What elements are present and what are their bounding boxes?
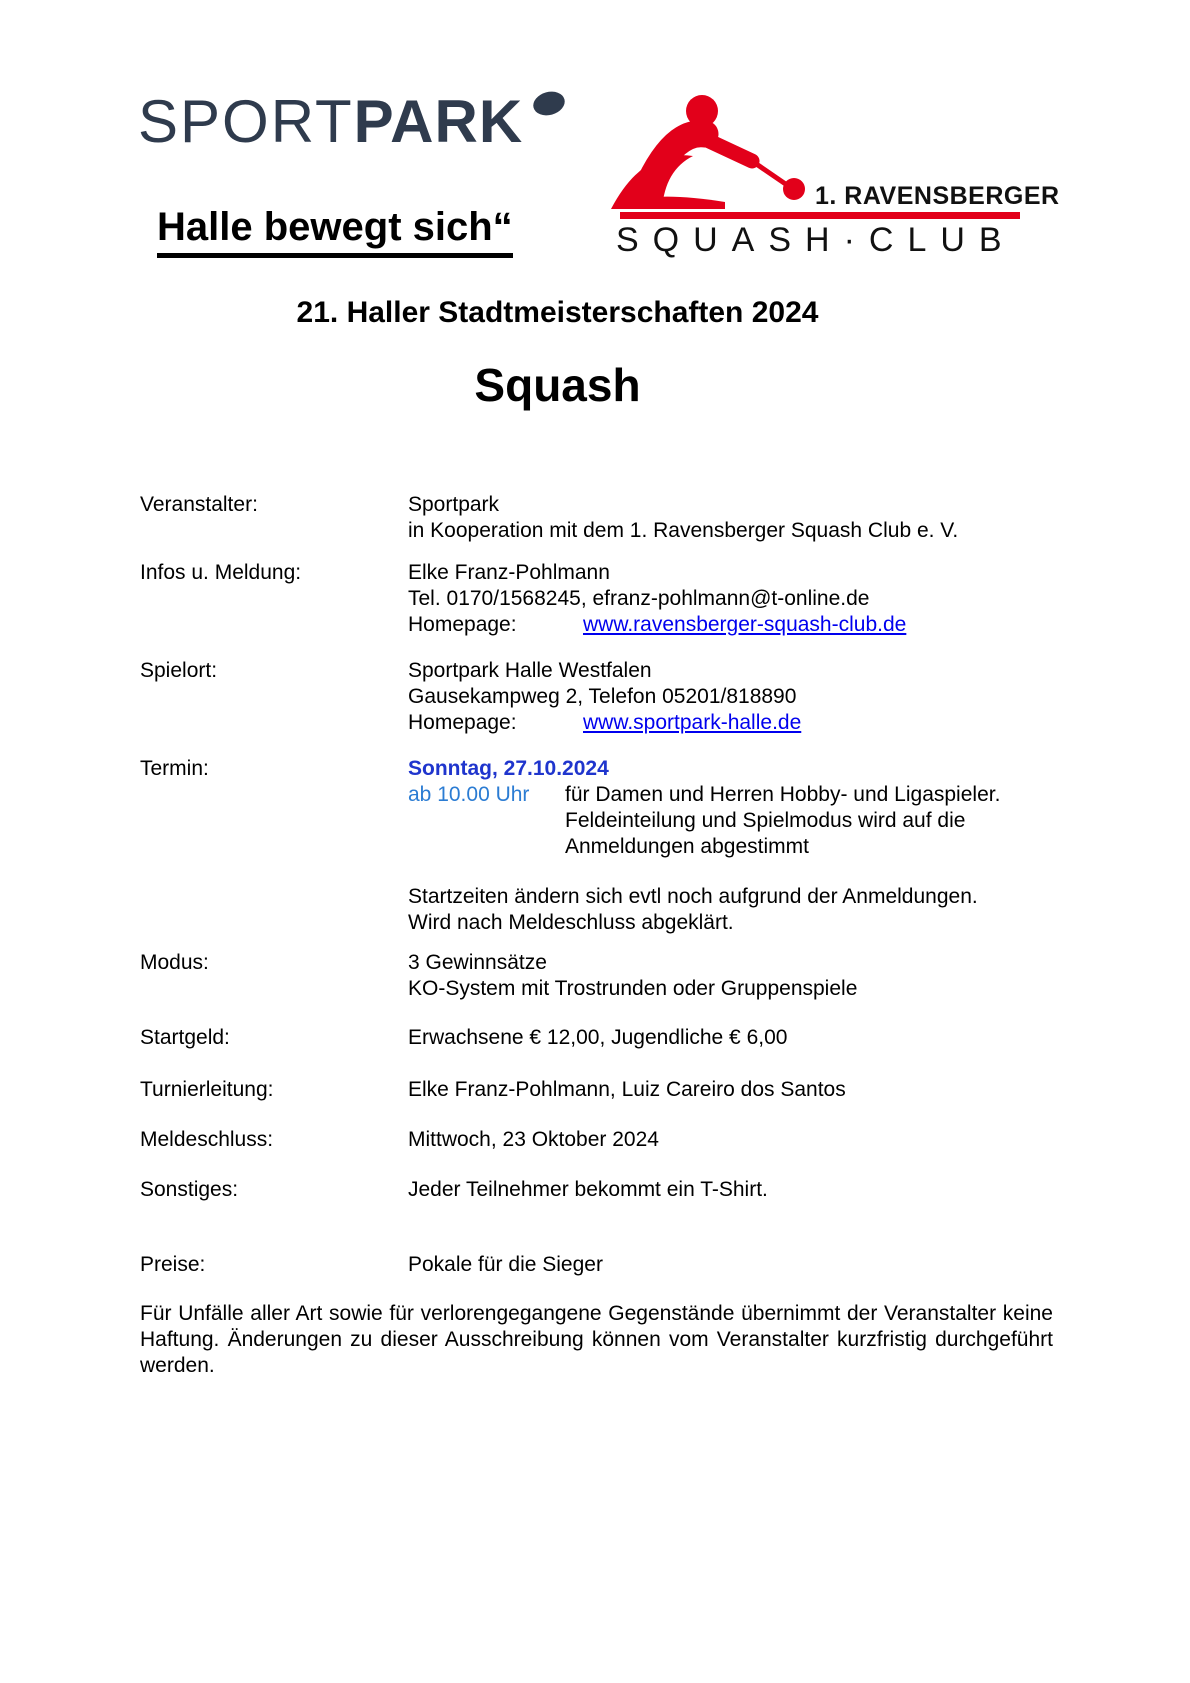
row-line	[408, 1077, 1052, 1103]
slogan: Halle bewegt sich“	[157, 204, 513, 258]
row-label: Veranstalter:	[140, 493, 258, 516]
text-segment: Jeder Teilnehmer bekommt ein T-Shirt.	[408, 1178, 768, 1201]
row-value	[408, 560, 1052, 638]
row-startgeld	[140, 1025, 1052, 1051]
row-veranstalter	[140, 492, 1052, 544]
row-line	[408, 1252, 1052, 1278]
text-segment: Erwachsene € 12,00, Jugendliche € 6,00	[408, 1026, 788, 1049]
row-value	[408, 1077, 1052, 1103]
text-segment: ab 10.00 Uhr	[408, 783, 530, 806]
row-value	[408, 492, 1052, 544]
text-segment: Sportpark Halle Westfalen	[408, 659, 652, 682]
text-segment: Mittwoch, 23 Oktober 2024	[408, 1128, 659, 1151]
row-label: Turnierleitung:	[140, 1078, 274, 1101]
row-line	[408, 910, 1052, 936]
row-line	[408, 658, 1052, 684]
row-line	[408, 756, 1052, 782]
text-segment: Feldeinteilung und Spielmodus wird auf die	[565, 809, 966, 832]
row-line	[408, 560, 1052, 586]
row-line	[408, 586, 1052, 612]
row-label: Modus:	[140, 951, 209, 974]
row-value	[408, 1252, 1052, 1278]
row-label: Meldeschluss:	[140, 1128, 274, 1151]
row-label: Sonstiges:	[140, 1178, 239, 1201]
text-segment: Tel. 0170/1568245, efranz-pohlmann@t-online.de	[408, 587, 870, 610]
row-label: Termin:	[140, 757, 209, 780]
row-line	[408, 612, 1052, 638]
homepage-link[interactable]: www.sportpark-halle.de	[583, 711, 802, 734]
row-label: Infos u. Meldung:	[140, 561, 302, 584]
row-preise	[140, 1252, 1052, 1278]
row-sonstiges	[140, 1177, 1052, 1203]
row-line	[408, 1127, 1052, 1153]
row-line	[408, 782, 1052, 808]
text-segment: Elke Franz-Pohlmann	[408, 561, 610, 584]
row-label: Preise:	[140, 1253, 206, 1276]
sportpark-logo	[138, 88, 524, 155]
text-segment: Anmeldungen abgestimmt	[565, 835, 809, 858]
text-segment: Sportpark	[408, 493, 500, 516]
row-termin	[140, 756, 1052, 936]
row-line	[408, 860, 1052, 884]
text-segment: in Kooperation mit dem 1. Ravensberger Squash Club e. V.	[408, 519, 959, 542]
row-line	[408, 834, 1052, 860]
row-line	[408, 684, 1052, 710]
sportpark-logo-bold-word: PARK	[353, 88, 524, 155]
row-line	[408, 808, 1052, 834]
sportpark-logo-light-word: SPORT	[138, 88, 354, 155]
row-infos	[140, 560, 1052, 638]
row-line	[408, 710, 1052, 736]
row-line	[408, 518, 1052, 544]
club-name-top: 1. RAVENSBERGER	[815, 182, 1060, 210]
info-rows	[140, 492, 1052, 1278]
text-segment: Homepage:	[408, 613, 517, 636]
row-line	[408, 950, 1052, 976]
club-red-bar	[620, 212, 1020, 219]
text-segment: für Damen und Herren Hobby- und Ligaspieler.	[565, 783, 1001, 806]
text-segment: Gausekampweg 2, Telefon 05201/818890	[408, 685, 797, 708]
text-segment: Wird nach Meldeschluss abgeklärt.	[408, 911, 734, 934]
row-modus	[140, 950, 1052, 1002]
row-meldeschluss	[140, 1127, 1052, 1153]
row-line	[408, 492, 1052, 518]
squash-player-icon	[605, 90, 820, 212]
row-value	[408, 658, 1052, 736]
row-value	[408, 1025, 1052, 1051]
row-line	[408, 976, 1052, 1002]
sportpark-dot-icon	[531, 88, 568, 118]
row-line	[408, 1025, 1052, 1051]
row-value	[408, 1177, 1052, 1203]
row-line	[408, 884, 1052, 910]
row-value	[408, 1127, 1052, 1153]
row-value	[408, 756, 1052, 936]
text-segment: Pokale für die Sieger	[408, 1253, 603, 1276]
disclaimer: Für Unfälle aller Art sowie für verlorengegangene Gegenstände übernimmt der Veranstalter keine Haftung. Änderungen zu dieser Ausschreibung können vom Veranstalter kurzfristig durchgeführt werden.	[140, 1302, 1053, 1377]
text-segment: Homepage:	[408, 711, 517, 734]
text-segment: Elke Franz-Pohlmann, Luiz Careiro dos Santos	[408, 1078, 846, 1101]
text-segment: KO-System mit Trostrunden oder Gruppenspiele	[408, 977, 858, 1000]
tournament-title: 21. Haller Stadtmeisterschaften 2024	[296, 296, 819, 329]
sport-title: Squash	[474, 359, 641, 411]
text-segment: Startzeiten ändern sich evtl noch aufgrund der Anmeldungen.	[408, 885, 978, 908]
homepage-link[interactable]: www.ravensberger-squash-club.de	[583, 613, 907, 636]
row-spielort	[140, 658, 1052, 736]
club-name-bottom: SQUASH·CLUB	[616, 221, 1016, 259]
row-label: Spielort:	[140, 659, 218, 682]
row-label: Startgeld:	[140, 1026, 230, 1049]
row-turnierleitung	[140, 1077, 1052, 1103]
row-value	[408, 950, 1052, 1002]
text-segment: 3 Gewinnsätze	[408, 951, 547, 974]
text-segment: Sonntag, 27.10.2024	[408, 757, 609, 780]
row-line	[408, 1177, 1052, 1203]
